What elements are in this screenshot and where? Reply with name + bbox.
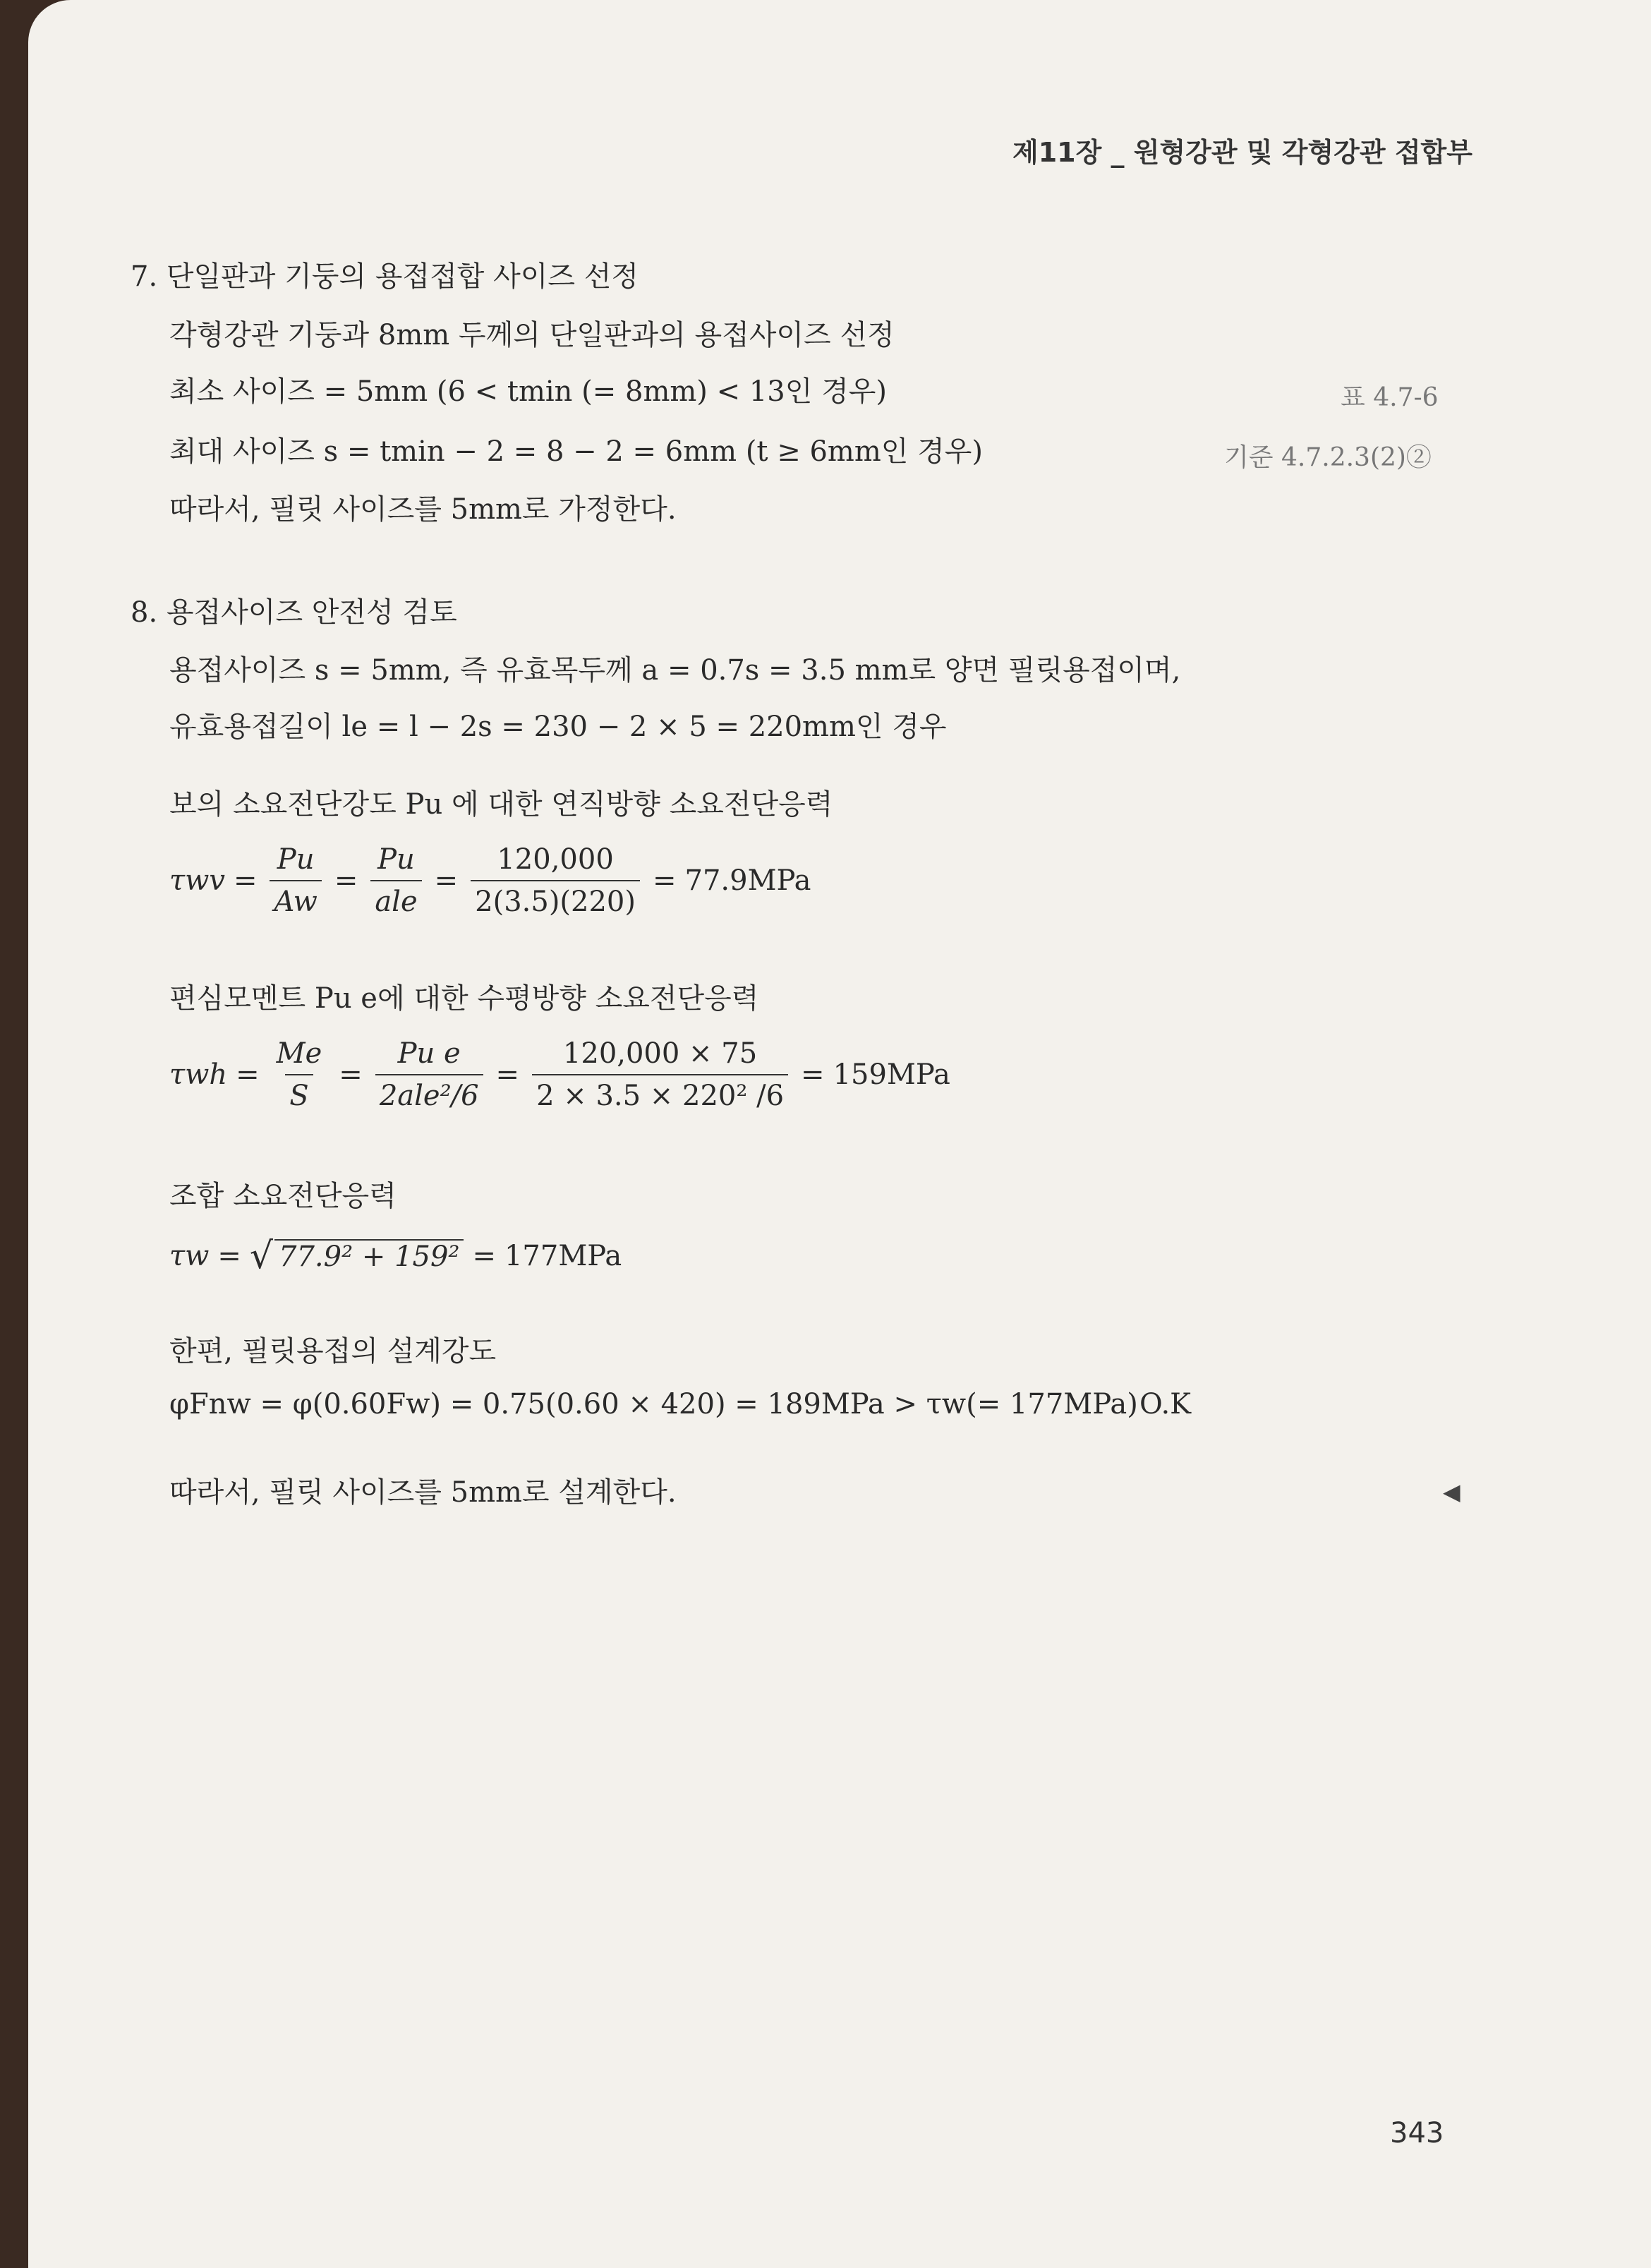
page	[28, 0, 1651, 2268]
formula-1-den-1: Aw	[270, 880, 321, 918]
section-7-line-2: 최소 사이즈 = 5mm (6 < tmin (= 8mm) < 13인 경우)	[169, 375, 887, 408]
formula-2-num-1: Me	[276, 1037, 322, 1070]
section-7-line-1: 각형강관 기둥과 8mm 두께의 단일판과의 용접사이즈 선정	[169, 319, 895, 351]
section-7-line-3: 최대 사이즈 s = tmin − 2 = 8 − 2 = 6mm (t ≥ 6mm인 경우)	[169, 435, 983, 468]
section-8-line-2: 유효용접길이 le = l − 2s = 230 − 2 × 5 = 220mm인 경우	[169, 711, 947, 743]
horizontal-stress-heading: 편심모멘트 Pu e에 대한 수평방향 소요전단응력	[169, 982, 759, 1015]
formula-2-lhs: τwh	[169, 1058, 228, 1091]
ok-check: O.K	[1139, 1388, 1192, 1420]
formula-1-result: 77.9MPa	[684, 864, 811, 897]
formula-1-num-1: Pu	[277, 843, 315, 876]
formula-2-num-2: Pu e	[397, 1037, 461, 1070]
vertical-stress-heading: 보의 소요전단강도 Pu 에 대한 연직방향 소요전단응력	[169, 788, 833, 821]
chapter-header: 제11장 _ 원형강관 및 각형강관 접합부	[1012, 137, 1472, 168]
formula-2-den-3: 2 × 3.5 × 220² /6	[532, 1074, 788, 1112]
formula-3-radicand: 77.9² + 159²	[274, 1239, 464, 1273]
code-reference: 기준 4.7.2.3(2)②	[1224, 443, 1432, 472]
formula-combined-stress: τw = √ 77.9² + 159² = 177MPa	[169, 1235, 622, 1277]
design-strength-heading: 한편, 필릿용접의 설계강도	[169, 1335, 497, 1368]
section-8-heading: 8. 용접사이즈 안전성 검토	[131, 596, 457, 629]
formula-2-result: 159MPa	[833, 1058, 950, 1091]
end-mark-icon: ◀	[1443, 1478, 1460, 1505]
formula-2-den-1: S	[285, 1074, 313, 1112]
formula-3-result: 177MPa	[504, 1240, 622, 1272]
formula-design-strength: φFnw = φ(0.60Fw) = 0.75(0.60 × 420) = 189MPa > τw(= 177MPa)	[169, 1388, 1138, 1420]
combined-stress-heading: 조합 소요전단응력	[169, 1180, 397, 1212]
conclusion-text: 따라서, 필릿 사이즈를 5mm로 설계한다.	[169, 1476, 677, 1509]
square-root-icon: √	[249, 1235, 274, 1277]
formula-horizontal-stress: τwh = $\frac{Me}{S}$ = Pu e 2ale²/6 = $\frac{120,000 \times 75}{\text{2 × 3.5 × 220² /6}}$ = 159MPa	[169, 1037, 950, 1112]
section-7-line-4: 따라서, 필릿 사이즈를 5mm로 가정한다.	[169, 493, 677, 526]
section-7-heading: 7. 단일판과 기둥의 용접접합 사이즈 선정	[131, 260, 639, 293]
table-reference: 표 4.7-6	[1341, 383, 1439, 412]
formula-2-num-3: 120,000 × 75	[562, 1037, 758, 1070]
formula-2-den-2: 2ale²/6	[375, 1074, 483, 1112]
page-number: 343	[1390, 2117, 1444, 2149]
formula-1-lhs: τwv	[169, 864, 225, 897]
formula-1-den-3: 2(3.5)(220)	[471, 880, 640, 918]
formula-1-den-2: ale	[370, 880, 421, 918]
section-8-line-1: 용접사이즈 s = 5mm, 즉 유효목두께 a = 0.7s = 3.5 mm로 양면 필릿용접이며,	[169, 654, 1181, 687]
formula-1-num-3: 120,000	[497, 843, 614, 876]
formula-3-lhs: τw	[169, 1240, 210, 1272]
formula-vertical-stress: τwv = $\frac{Pu}{Aw}$ = Pu ale = $\frac{120,000}{2(3.5)(220)}$ = 77.9MPa	[169, 843, 811, 918]
formula-1-num-2: Pu	[377, 843, 415, 876]
